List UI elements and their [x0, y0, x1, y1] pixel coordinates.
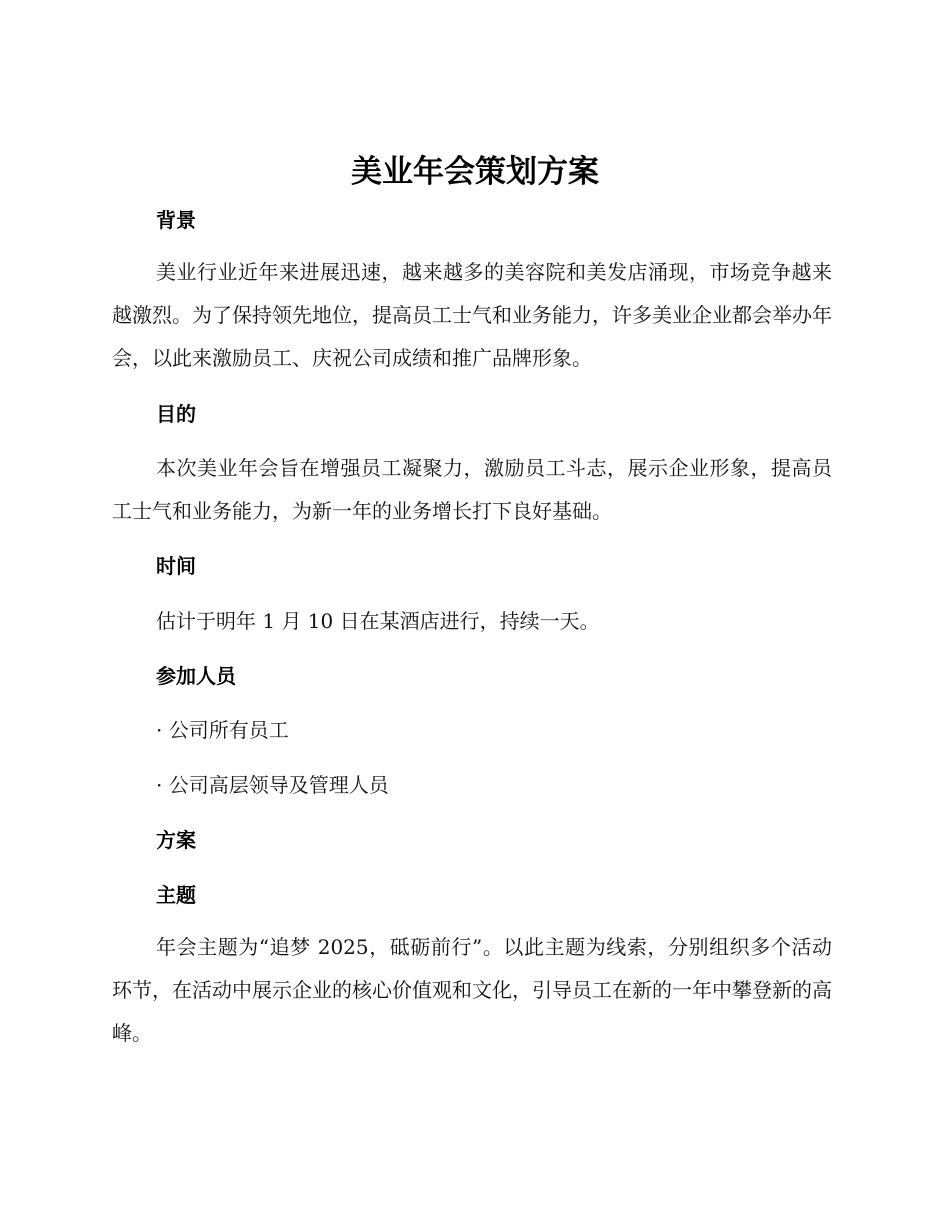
heading-plan: 方案	[156, 828, 196, 852]
paragraph-theme: 年会主题为“追梦 2025，砥砺前行”。以此主题为线索，分别组织多个活动环节，在活动中展示企业的核心价值观和文化，引导员工在新的一年中攀登新的高峰。	[112, 935, 832, 1045]
heading-background: 背景	[156, 208, 196, 232]
heading-time: 时间	[156, 554, 196, 578]
heading-participants: 参加人员	[156, 664, 236, 688]
paragraph-time: 估计于明年 1 月 10 日在某酒店进行，持续一天。	[156, 609, 600, 633]
document-title: 美业年会策划方案	[351, 154, 599, 190]
paragraph-purpose: 本次美业年会旨在增强员工凝聚力，激励员工斗志，展示企业形象，提高员工士气和业务能力，为新一年的业务增长打下良好基础。	[112, 456, 832, 523]
paragraph-background: 美业行业近年来进展迅速，越来越多的美容院和美发店涌现，市场竞争越来越激烈。为了保持领先地位，提高员工士气和业务能力，许多美业企业都会举办年会，以此来激励员工、庆祝公司成绩和推广品牌形象。	[112, 260, 832, 370]
heading-theme: 主题	[156, 883, 196, 907]
list-item: · 公司高层领导及管理人员	[156, 773, 389, 797]
list-item: · 公司所有员工	[156, 718, 289, 742]
heading-purpose: 目的	[156, 402, 196, 426]
